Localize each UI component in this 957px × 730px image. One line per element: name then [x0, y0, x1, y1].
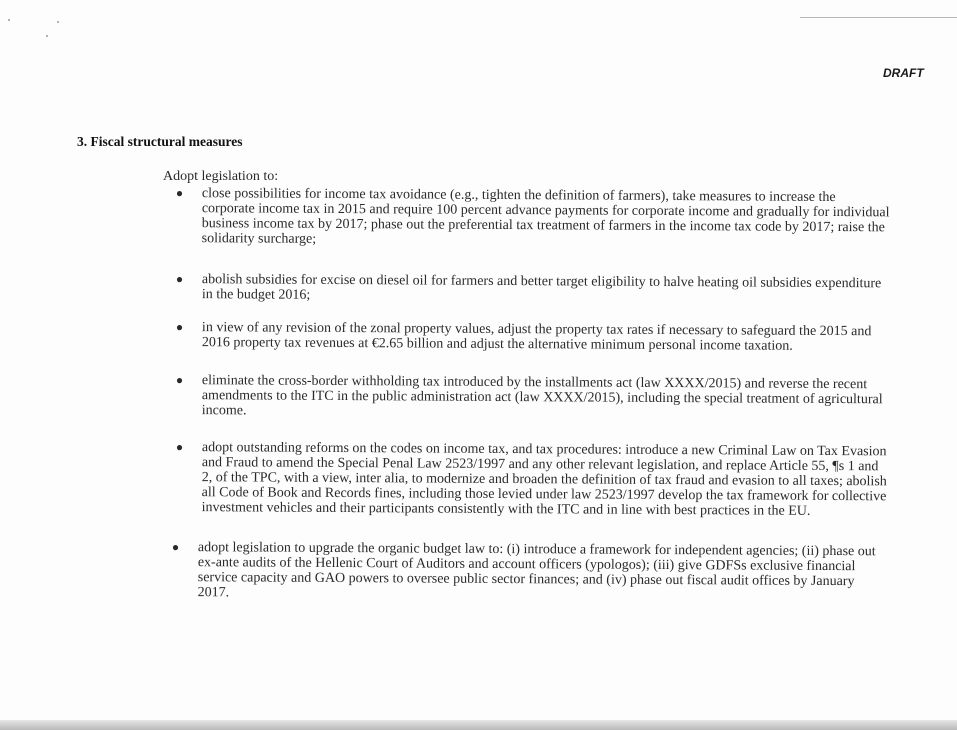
measure-line: adopt legislation to upgrade the organic budget law to: (i) introduce a framework for independent agencies; (ii) phase out — [197, 540, 876, 560]
measure-line: all Code of Book and Records fines, including those levied under law 2523/1997 develop the tax framework for collective — [201, 485, 887, 505]
scan-speck — [57, 21, 59, 23]
measure-line: 2016 property tax revenues at €2.65 billion and adjust the alternative minimum personal income taxation. — [201, 335, 793, 354]
measure-line: corporate income tax in 2015 and require 100 percent advance payments for corporate income and gradually for individual — [201, 201, 890, 221]
scan-speck — [46, 35, 48, 37]
measure-line: close possibilities for income tax avoidance (e.g., tighten the definition of farmers), take measures to increase the — [201, 186, 836, 206]
measure-item — [172, 540, 876, 604]
measure-line: eliminate the cross-border withholding tax introduced by the installments act (law XXXX/2015) and reverse the recent — [201, 373, 868, 393]
measure-line: investment vehicles and their participants consistently with the ITC and in line with best practices in the EU. — [201, 500, 811, 519]
bullet-icon: ● — [171, 540, 180, 555]
intro-text: Adopt legislation to: — [163, 169, 279, 184]
section-heading: 3. Fiscal structural measures — [77, 134, 243, 149]
measure-line: business income tax by 2017; phase out the preferential tax treatment of farmers in the income tax code by 2017; raise the — [201, 216, 885, 236]
measure-line: amendments to the ITC in the public administration act (law XXXX/2015), including the special treatment of agricultural — [201, 388, 883, 408]
bullet-icon: ● — [175, 440, 184, 455]
measure-item — [176, 440, 887, 519]
measure-line: 2017. — [197, 585, 230, 601]
measure-line: in view of any revision of the zonal property values, adjust the property tax rates if necessary to safeguard the 2015 and — [201, 320, 872, 340]
measure-line: service capacity and GAO powers to oversee public sector finances; and (iv) phase out fiscal audit offices by January — [197, 570, 855, 590]
bullet-icon: ● — [175, 186, 184, 201]
measure-item — [176, 320, 872, 354]
draft-label: DRAFT — [883, 66, 924, 80]
bullet-icon: ● — [175, 272, 184, 287]
measure-line: ex-ante audits of the Hellenic Court of Auditors and account officers (ypologos); (iii) give GDFSs exclusive financial — [197, 555, 856, 575]
scan-edge-line — [800, 17, 957, 18]
measure-line: income. — [201, 403, 247, 419]
measure-line: 2, of the TPC, with a view, inter alia, to modernize and broaden the definition of tax fraud and evasion to all taxes; abolish — [201, 470, 887, 490]
measure-item — [176, 272, 882, 306]
scan-speck — [8, 19, 10, 21]
bullet-icon: ● — [175, 320, 184, 335]
bullet-icon: ● — [175, 373, 184, 388]
measure-line: adopt outstanding reforms on the codes on income tax, and tax procedures: introduce a new Criminal Law on Tax Evasion — [201, 440, 887, 460]
measure-line: solidarity surcharge; — [201, 231, 317, 247]
scan-bottom-edge — [0, 720, 957, 730]
measure-item — [176, 186, 890, 250]
measure-line: abolish subsidies for excise on diesel oil for farmers and better target eligibility to halve heating oil subsidies expenditure — [201, 272, 882, 292]
measure-item — [176, 373, 883, 422]
measure-line: in the budget 2016; — [201, 287, 311, 303]
measure-line: and Fraud to amend the Special Penal Law 2523/1997 and any other relevant legislation, and replace Article 55, ¶s 1 and — [201, 455, 879, 475]
